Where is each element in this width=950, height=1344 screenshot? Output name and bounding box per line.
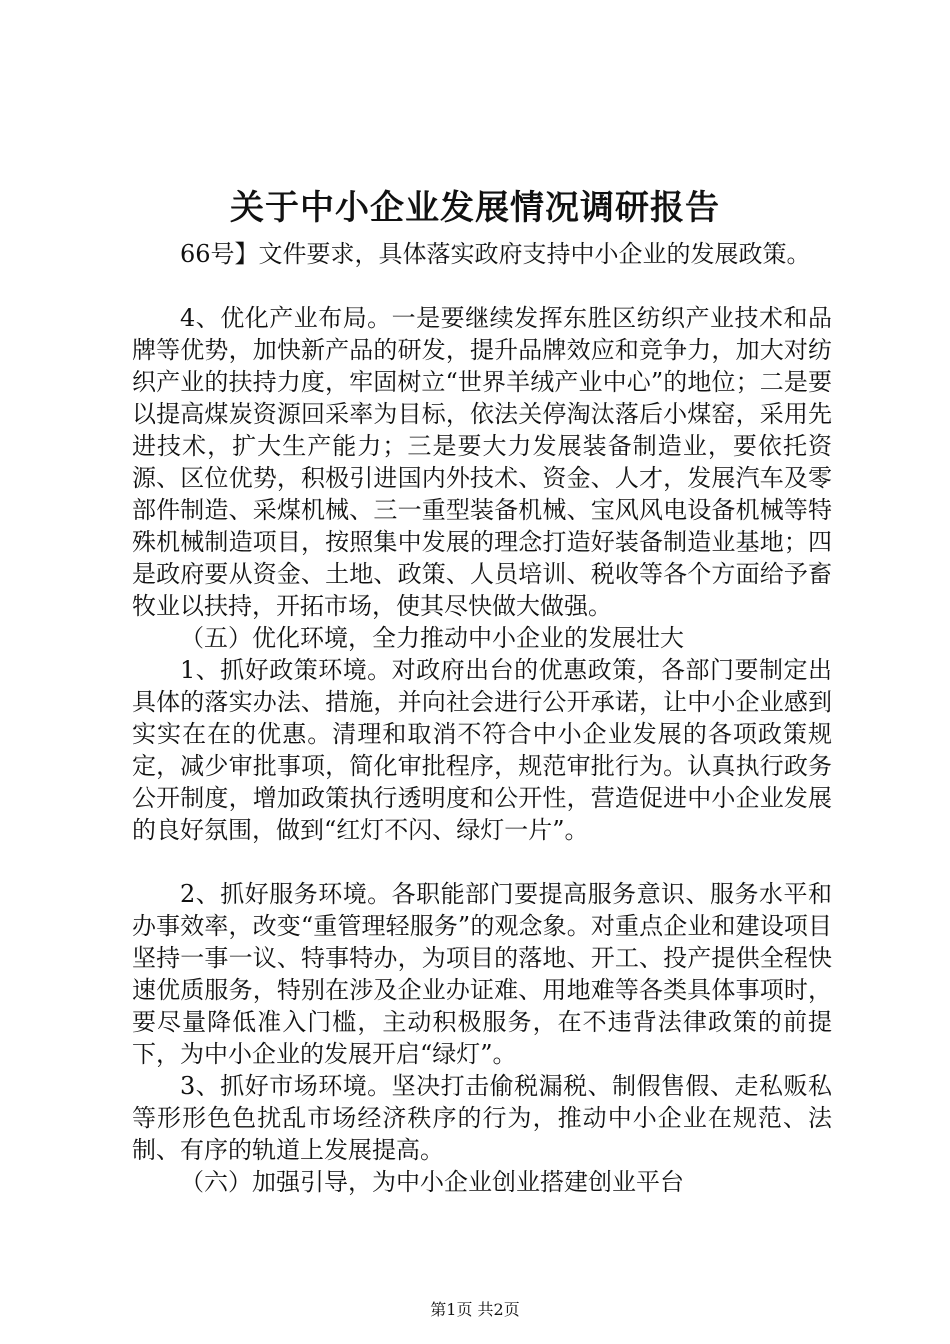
paragraph-spacer (132, 846, 832, 878)
document-body (132, 238, 832, 1198)
paragraph: 2、抓好服务环境。各职能部门要提高服务意识、服务水平和办事效率，改变“重管理轻服务”的观念象。对重点企业和建设项目坚持一事一议、特事特办，为项目的落地、开工、投产提供全程快速优质服务，特别在涉及企业办证难、用地难等各类具体事项时，要尽量降低准入门槛，主动积极服务，在不违背法律政策的前提下，为中小企业的发展开启“绿灯”。 (132, 880, 832, 1068)
paragraph-spacer (132, 270, 832, 302)
document-title: 关于中小企业发展情况调研报告 (230, 188, 720, 228)
paragraph: 66号】文件要求，具体落实政府支持中小企业的发展政策。 (180, 240, 811, 268)
paragraph: 3、抓好市场环境。坚决打击偷税漏税、制假售假、走私贩私等形形色色扰乱市场经济秩序的行为，推动中小企业在规范、法制、有序的轨道上发展提高。 (132, 1072, 832, 1164)
paragraph: 4、优化产业布局。一是要继续发挥东胜区纺织产业技术和品牌等优势，加快新产品的研发，提升品牌效应和竞争力，加大对纺织产业的扶持力度，牢固树立“世界羊绒产业中心”的地位；二是要以提高煤炭资源回采率为目标，依法关停淘汰落后小煤窑，采用先进技术，扩大生产能力；三是要大力发展装备制造业，要依托资源、区位优势，积极引进国内外技术、资金、人才，发展汽车及零部件制造、采煤机械、三一重型装备机械、宝风风电设备机械等特殊机械制造项目，按照集中发展的理念打造好装备制造业基地；四是政府要从资金、土地、政策、人员培训、税收等各个方面给予畜牧业以扶持，开拓市场，使其尽快做大做强。 (132, 304, 832, 620)
paragraph: 1、抓好政策环境。对政府出台的优惠政策，各部门要制定出具体的落实办法、措施，并向社会进行公开承诺，让中小企业感到实实在在的优惠。清理和取消不符合中小企业发展的各项政策规定，减少审批事项，简化审批程序，规范审批行为。认真执行政务公开制度，增加政策执行透明度和公开性，营造促进中小企业发展的良好氛围，做到“红灯不闪、绿灯一片”。 (132, 656, 832, 844)
section-heading: （六）加强引导，为中小企业创业搭建创业平台 (180, 1168, 684, 1196)
section-heading: （五）优化环境，全力推动中小企业的发展壮大 (180, 624, 684, 652)
page-footer: 第1页 共2页 (430, 1300, 520, 1319)
